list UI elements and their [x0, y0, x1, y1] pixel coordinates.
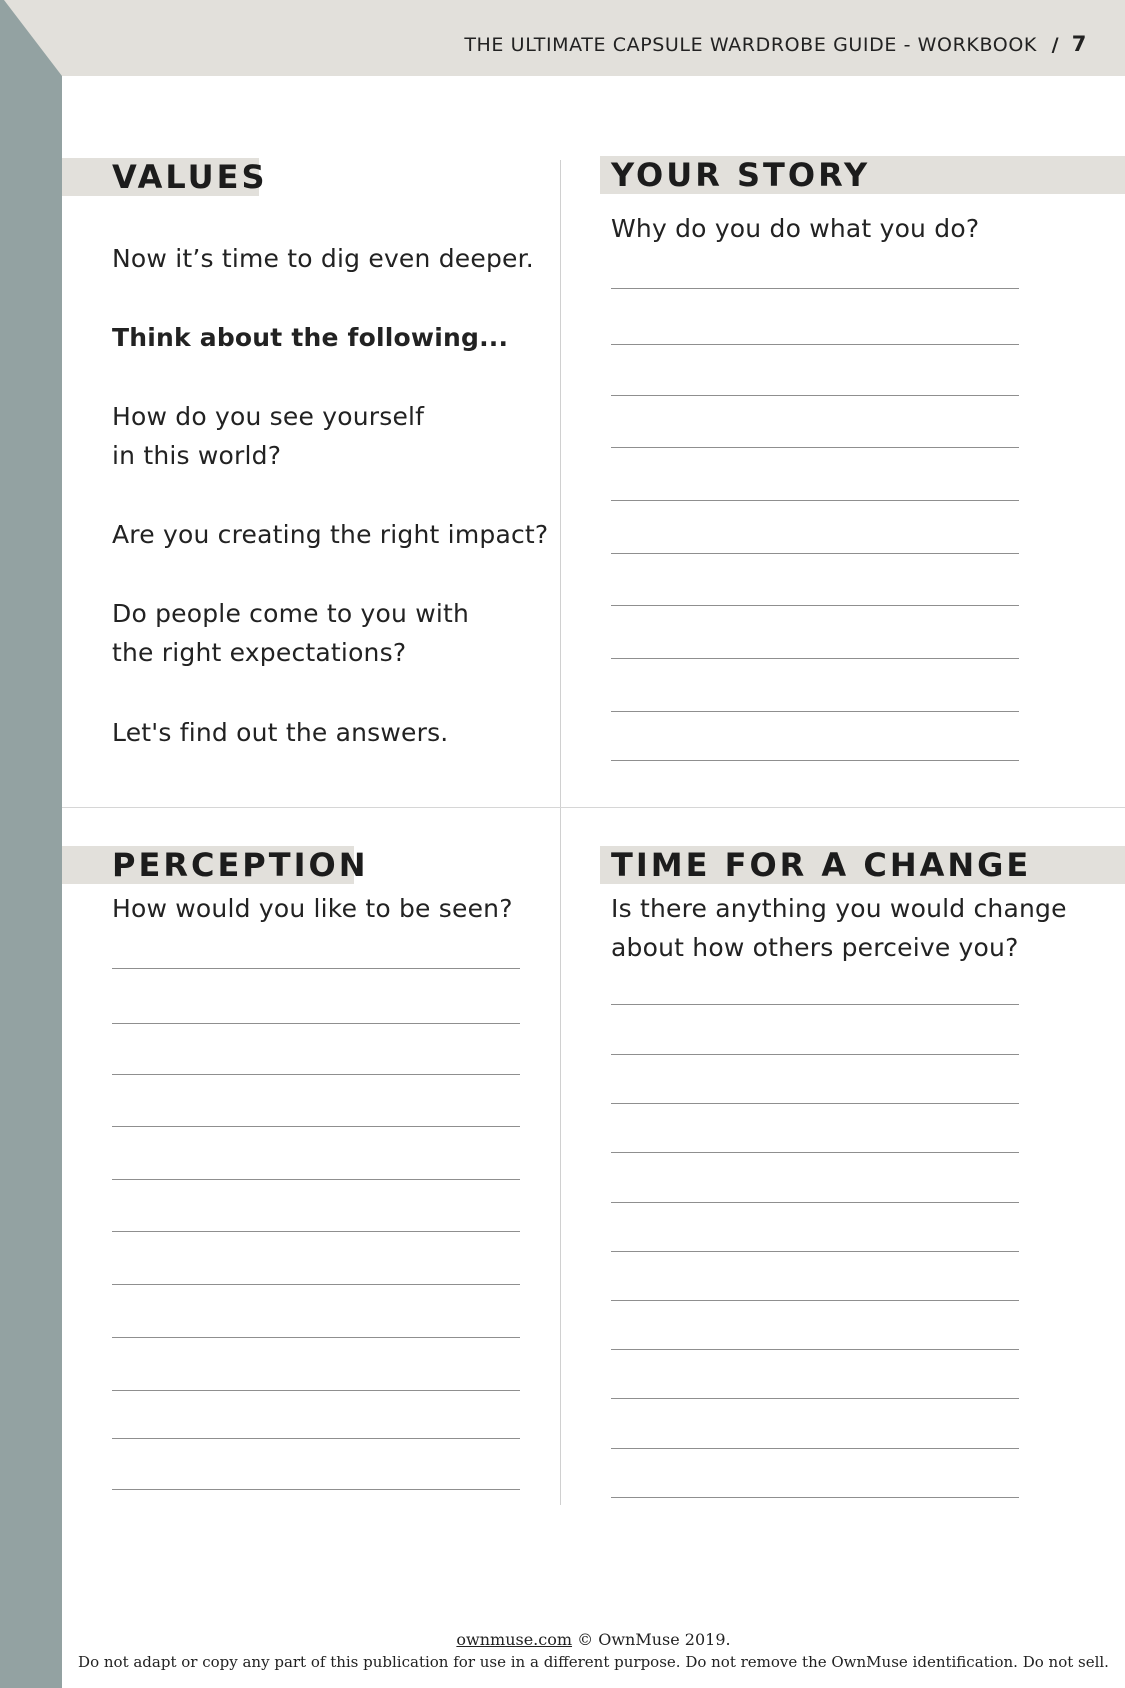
time-for-change-question-line-1: Is there anything you would change [611, 894, 1067, 923]
ownmuse-link[interactable]: ownmuse.com [456, 1630, 573, 1649]
values-heading: VALUES [62, 158, 259, 196]
values-question-3 [112, 594, 469, 672]
answer-line[interactable] [611, 553, 1019, 554]
values-prompt: Think about the following... [112, 323, 509, 352]
footer-copyright [62, 1630, 1125, 1649]
answer-line[interactable] [611, 447, 1019, 448]
vertical-divider [560, 160, 561, 1505]
answer-line[interactable] [611, 711, 1019, 712]
copyright-text: © OwnMuse 2019. [577, 1630, 731, 1649]
answer-line[interactable] [611, 1349, 1019, 1350]
answer-line[interactable] [112, 1489, 520, 1490]
answer-line[interactable] [112, 968, 520, 969]
answer-line[interactable] [611, 1152, 1019, 1153]
answer-line[interactable] [611, 500, 1019, 501]
workbook-title: THE ULTIMATE CAPSULE WARDROBE GUIDE - WORKBOOK [464, 34, 1037, 56]
answer-line[interactable] [611, 1251, 1019, 1252]
answer-line[interactable] [611, 1300, 1019, 1301]
your-story-heading: YOUR STORY [600, 156, 1125, 194]
answer-line[interactable] [611, 658, 1019, 659]
time-for-change-question-line-2: about how others perceive you? [611, 933, 1019, 962]
answer-line[interactable] [611, 760, 1019, 761]
answer-line[interactable] [611, 1448, 1019, 1449]
answer-line[interactable] [611, 344, 1019, 345]
answer-line[interactable] [611, 1398, 1019, 1399]
answer-line[interactable] [611, 605, 1019, 606]
time-for-change-question [611, 889, 1067, 967]
values-question-2: Are you creating the right impact? [112, 520, 549, 549]
values-closing: Let's find out the answers. [112, 718, 449, 747]
answer-line[interactable] [112, 1284, 520, 1285]
answer-line[interactable] [611, 288, 1019, 289]
horizontal-divider [62, 807, 1125, 808]
time-for-change-heading: TIME FOR A CHANGE [600, 846, 1125, 884]
footer-notice: Do not adapt or copy any part of this publication for use in a different purpose. Do not remove the OwnMuse identification. Do not sell. [78, 1653, 1109, 1671]
answer-line[interactable] [112, 1126, 520, 1127]
answer-line[interactable] [611, 1004, 1019, 1005]
perception-heading: PERCEPTION [62, 846, 354, 884]
header-title [464, 32, 1087, 56]
header-separator: / [1051, 34, 1060, 56]
answer-line[interactable] [611, 1054, 1019, 1055]
answer-line[interactable] [112, 1337, 520, 1338]
your-story-question: Why do you do what you do? [611, 214, 980, 243]
answer-line[interactable] [112, 1390, 520, 1391]
page-number: 7 [1071, 32, 1087, 56]
answer-line[interactable] [611, 1202, 1019, 1203]
values-intro: Now it’s time to dig even deeper. [112, 244, 534, 273]
answer-line[interactable] [112, 1179, 520, 1180]
answer-line[interactable] [611, 395, 1019, 396]
answer-line[interactable] [611, 1497, 1019, 1498]
values-question-1 [112, 397, 424, 475]
values-question-3-line-2: the right expectations? [112, 638, 407, 667]
values-question-3-line-1: Do people come to you with [112, 599, 470, 628]
answer-line[interactable] [112, 1023, 520, 1024]
answer-line[interactable] [112, 1231, 520, 1232]
answer-line[interactable] [112, 1438, 520, 1439]
values-question-1-line-2: in this world? [112, 441, 282, 470]
answer-line[interactable] [112, 1074, 520, 1075]
answer-line[interactable] [611, 1103, 1019, 1104]
perception-question: How would you like to be seen? [112, 894, 513, 923]
side-bar [0, 76, 62, 1688]
values-question-1-line-1: How do you see yourself [112, 402, 425, 431]
